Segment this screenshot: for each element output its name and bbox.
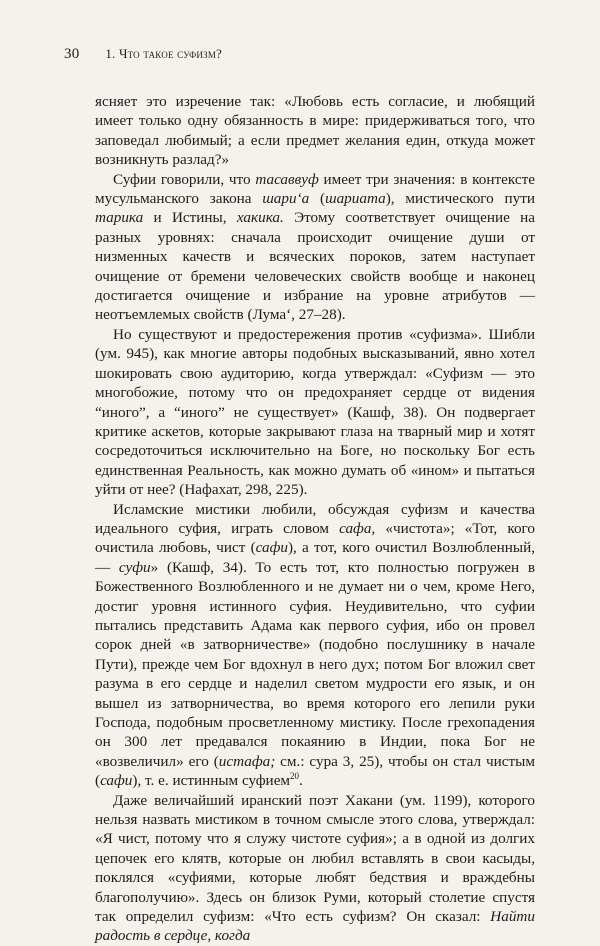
term: сафи <box>100 772 133 790</box>
paragraph: Даже величайший иранский поэт Хакани (ум. 1199), которого нельзя назвать мистиком в точном смысле этого слова, утверждал: «Я чист, потому что я служу чистоте суфия»; а в одной из долгих цепочек его клятв, которые он любил вставлять в свои касыды, поклялся «суфиями, которые любят бедствия и враждебны благополучию». Здесь он близок Руми, который столетие спустя так определил суфизм: «Что есть суфизм? Он сказал: Найти радость в сердце, когда <box>95 791 535 945</box>
paragraph: Исламские мистики любили, обсуждая суфизм и качества идеального суфия, играть словом сафа, «чистота»; «Тот, кого очистила любовь, чист (сафи), а тот, кого очистил Возлюбленный, — суфи» (Кашф, 34). То есть тот, кто полностью погружен в Божественного Возлюбленного и не думает ни о чем, кроме Него, достиг уровня истинного суфия. Неудивительно, что суфии пытались представить Адама как первого суфия, ибо он провел сорок дней «в затворничестве» (подобно послушнику в начале Пути), прежде чем Бог вдохнул в него дух; потом Бог вложил свет разума в его сердце и наделил светом мудрости его язык, и он вышел из затворничества, во время которого его лепили руки Господа, подобным просветленному мистику. После грехопадения он 300 лет предавался покаянию в Индии, пока Бог не «возвеличил» его (истафа; см.: сура 3, 25), чтобы он стал чистым (сафи), т. е. истинным суфием$^{20}$. <box>95 500 535 790</box>
term: сафа, <box>339 519 376 537</box>
term: истафа; <box>218 752 276 770</box>
running-header <box>64 46 222 63</box>
body-text <box>95 92 535 946</box>
term: хакика. <box>236 209 284 227</box>
quote-italic: Найти радость в сердце, когда <box>95 908 535 945</box>
paragraph: Но существуют и предостережения против «суфизма». Шибли (ум. 945), как многие авторы подобных высказываний, явно хотел шокировать свою аудиторию, когда утверждал: «Суфизм — это многобожие, потому что он предохраняет сердце от видения “иного”, а “иного” не существует» (Кашф, 38). Он подвергает критике аскетов, которые закрывают глаза на тварный мир и хотят сосредоточиться исключительно на Боге, но поскольку Бог есть единственная Реальность, как можно думать об «ином» и пытаться уйти от нее? (Нафахат, 298, 225). <box>95 325 535 499</box>
term: сафи <box>255 539 288 557</box>
footnote-ref: 20 <box>290 771 300 782</box>
term: тасаввуф <box>255 170 319 188</box>
page-number: 30 <box>64 46 80 62</box>
term: шари‘а <box>262 190 310 208</box>
term: шариата <box>325 190 386 208</box>
term: суфи <box>118 558 151 576</box>
term: тарика <box>95 209 144 227</box>
chapter-title: 1. Что такое суфизм? <box>105 46 222 61</box>
paragraph: ясняет это изречение так: «Любовь есть согласие, и любящий имеет только одну обязанность в мире: придерживаться того, что заповедал любимый; а если предмет желания един, откуда может возникнуть разлад?» <box>95 93 535 169</box>
paragraph: Суфии говорили, что тасаввуф имеет три значения: в контексте мусульманского закона шари‘а (шариата), мистического пути тарика и Истины, хакика. Этому соответствует очищение на разных уровнях: сначала происходит очищение души от низменных качеств и всяческих пороков, затем наступает очищение от бремени человеческих свойств вообще и наконец достигается очищение и избрание на уровне атрибутов — неотъемлемых свойств (Лума‘, 27–28). <box>95 170 536 324</box>
